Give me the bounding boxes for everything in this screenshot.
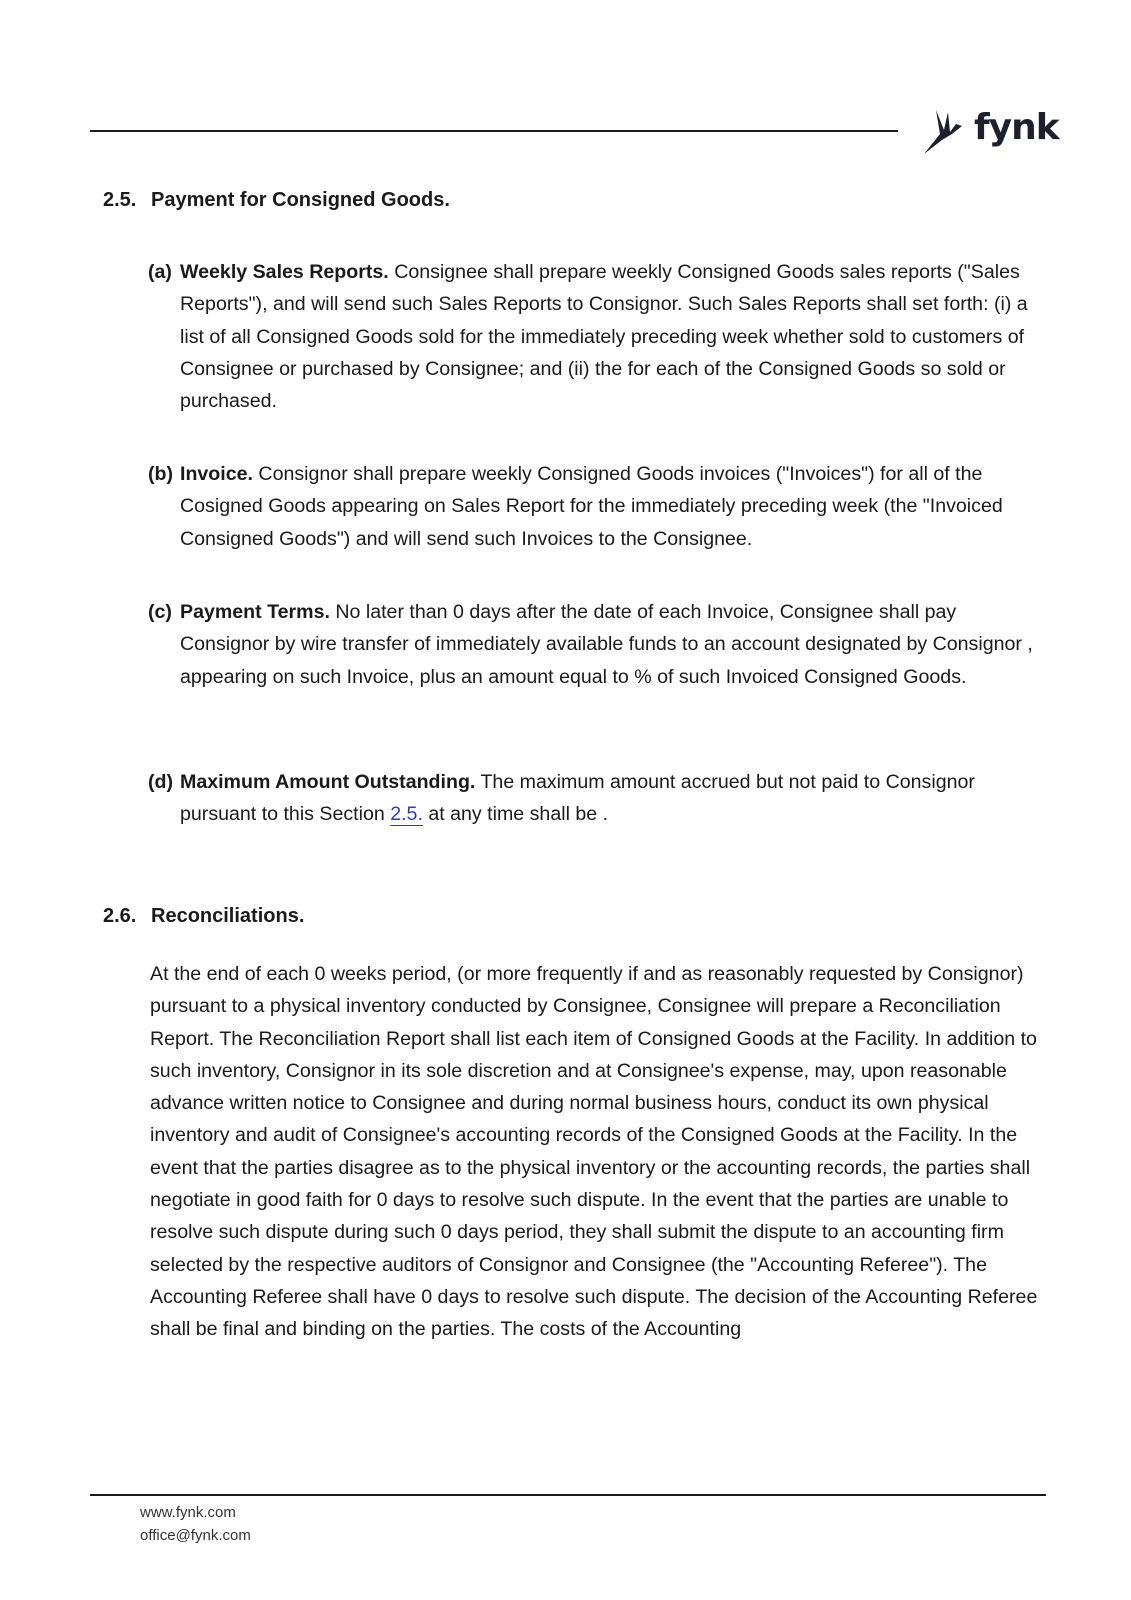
- header-rule: [90, 130, 898, 132]
- section-2-6-heading: [103, 904, 304, 928]
- clause-label: (c): [148, 601, 172, 623]
- clause-b: [148, 458, 1048, 555]
- clause-text-before: The maximum amount accrued but not paid to Consignor pursuant to this Section: [180, 771, 975, 826]
- footer-website[interactable]: www.fynk.com: [140, 1504, 236, 1521]
- clause-label: (a): [148, 261, 172, 283]
- clause-title: Maximum Amount Outstanding.: [180, 771, 476, 793]
- clause-d: [148, 766, 1048, 831]
- fynk-logo: [922, 104, 1059, 160]
- reconciliations-paragraph: At the end of each 0 weeks period, (or more frequently if and as reasonably requested by Consignor) pursuant to a physical inventory conducted by Consignee, Consignee will prepare a Reconciliation Report. The Reconciliation Report shall list each item of Consigned Goods at the Facility. In addition to such inventory, Consignor in its sole discretion and at Consignee's expense, may, upon reasonable advance written notice to Consignee and during normal business hours, conduct its own physical inventory and audit of Consignee's accounting records of the Consigned Goods at the Facility. In the event that the parties disagree as to the physical inventory or the accounting records, the parties shall negotiate in good faith for 0 days to resolve such dispute. In the event that the parties are unable to resolve such dispute during such 0 days period, they shall submit the dispute to an accounting firm selected by the respective auditors of Consignor and Consignee (the "Accounting Referee"). The Accounting Referee shall have 0 days to resolve such dispute. The decision of the Accounting Referee shall be final and binding on the parties. The costs of the Accounting: [150, 963, 1038, 1341]
- clause-label: (b): [148, 463, 174, 485]
- clause-text: Consignee shall prepare weekly Consigned Goods sales reports ("Sales Reports"), and will send such Sales Reports to Consignor. Such Sales Reports shall set forth: (i) a list of all Consigned Goods sold for the immediately preceding week whether sold to customers of Consignee or purchased by Consignee; and (ii) the for each of the Consigned Goods so sold or purchased.: [180, 261, 1028, 413]
- section-title: Payment for Consigned Goods.: [151, 189, 450, 211]
- bird-icon: [922, 104, 974, 156]
- clause-title: Weekly Sales Reports.: [180, 261, 389, 283]
- footer-email[interactable]: office@fynk.com: [140, 1527, 251, 1544]
- brand-name: fynk: [974, 107, 1059, 148]
- section-2-5-heading: [103, 188, 450, 212]
- section-number: 2.6.: [103, 905, 137, 927]
- clause-a: [148, 256, 1048, 417]
- clause-label: (d): [148, 771, 174, 793]
- section-title: Reconciliations.: [151, 905, 305, 927]
- section-number: 2.5.: [103, 189, 137, 211]
- clause-title: Invoice.: [180, 463, 253, 485]
- clause-text-after: at any time shall be .: [422, 803, 609, 826]
- clause-text: No later than 0 days after the date of each Invoice, Consignee shall pay Consignor by wire transfer of immediately available funds to an account designated by Consignor , appearing on such Invoice, plus an amount equal to % of such Invoiced Consigned Goods.: [180, 601, 1033, 688]
- footer-rule: [90, 1494, 1046, 1496]
- section-2-5-link[interactable]: 2.5.: [390, 803, 423, 826]
- clause-c: [148, 596, 1048, 693]
- clause-title: Payment Terms.: [180, 601, 330, 623]
- clause-text: Consignor shall prepare weekly Consigned Goods invoices ("Invoices") for all of the Cosigned Goods appearing on Sales Report for the immediately preceding week (the "Invoiced Consigned Goods") and will send such Invoices to the Consignee.: [180, 463, 1003, 550]
